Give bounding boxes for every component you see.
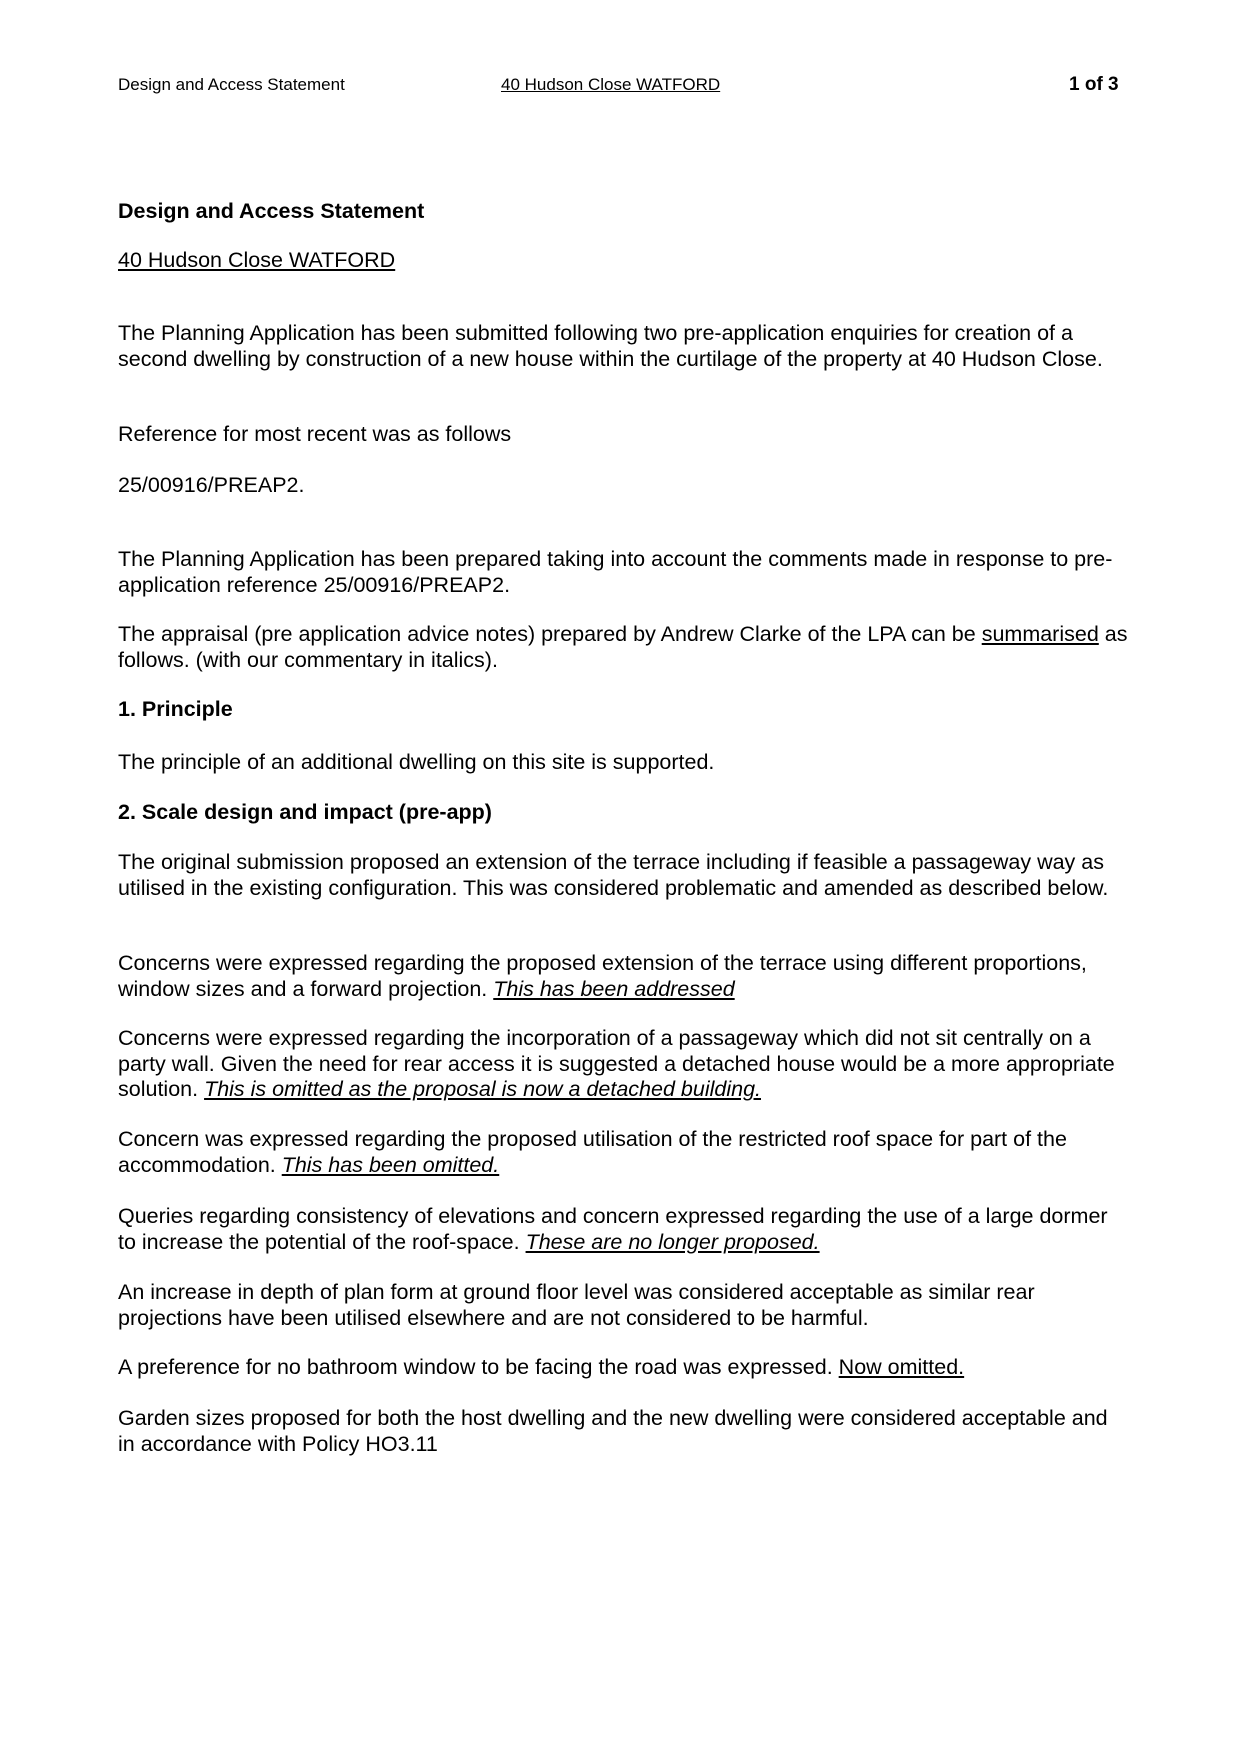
plan-depth-paragraph: An increase in depth of plan form at ground floor level was considered acceptable as similar rear projections have been utilised elsewhere and are not considered to be harmful. xyxy=(118,1280,1035,1330)
original-submission-paragraph: The original submission proposed an extension of the terrace including if feasible a passageway way as utilised in the existing configuration. This was considered problematic and amended as described below. xyxy=(118,850,1109,900)
passageway-concern-paragraph xyxy=(118,1026,1128,1103)
passageway-concern-text: Concerns were expressed regarding the incorporation of a passageway which did not sit centrally on a party wall. Given the need for rear access it is suggested a detached house would be a more appropriate solution. xyxy=(118,1026,1115,1101)
reference-lead: Reference for most recent was as follows xyxy=(118,422,512,446)
terrace-concern-paragraph xyxy=(118,951,1128,1002)
appraisal-paragraph xyxy=(118,622,1128,673)
roof-space-concern-paragraph xyxy=(118,1127,1128,1178)
terrace-concern-commentary: This has been addressed xyxy=(493,976,735,1001)
document-title: Design and Access Statement xyxy=(118,199,425,223)
appraisal-underlined-word: summarised xyxy=(981,622,1099,646)
intro-paragraph: The Planning Application has been submitted following two pre-application enquiries for creation of a second dwelling by construction of a new house within the curtilage of the property at 40 Hudson Close. xyxy=(118,321,1103,371)
roof-space-concern-text: Concern was expressed regarding the proposed utilisation of the restricted roof space for part of the accommodation. xyxy=(118,1127,1067,1177)
principle-paragraph: The principle of an additional dwelling on this site is supported. xyxy=(118,750,715,774)
bathroom-window-paragraph xyxy=(118,1355,1128,1381)
header-address: 40 Hudson Close WATFORD xyxy=(501,75,721,94)
document-address: 40 Hudson Close WATFORD xyxy=(118,248,396,272)
reference-number: 25/00916/PREAP2. xyxy=(118,473,305,497)
roof-space-concern-commentary: This has been omitted. xyxy=(281,1152,500,1177)
passageway-concern-commentary: This is omitted as the proposal is now a detached building. xyxy=(204,1077,761,1101)
header-document-title: Design and Access Statement xyxy=(118,75,345,94)
bathroom-window-text: A preference for no bathroom window to be facing the road was expressed. xyxy=(118,1355,839,1379)
prepared-paragraph: The Planning Application has been prepared taking into account the comments made in response to pre-application reference 25/00916/PREAP2. xyxy=(118,547,1113,597)
garden-sizes-paragraph: Garden sizes proposed for both the host dwelling and the new dwelling were considered acceptable and in accordance with Policy HO3.11 xyxy=(118,1406,1108,1456)
terrace-concern-text: Concerns were expressed regarding the proposed extension of the terrace using different proportions, window sizes and a forward projection. xyxy=(118,951,1087,1001)
dormer-concern-text: Queries regarding consistency of elevations and concern expressed regarding the use of a large dormer to increase the potential of the roof-space. xyxy=(118,1204,1108,1254)
appraisal-text-end: as follows. (with our commentary in italics). xyxy=(118,622,1128,672)
header-page-number: 1 of 3 xyxy=(1069,74,1119,95)
section-heading-scale-design: 2. Scale design and impact (pre-app) xyxy=(118,800,492,824)
dormer-concern-paragraph xyxy=(118,1204,1128,1255)
section-heading-principle: 1. Principle xyxy=(118,697,233,721)
bathroom-window-commentary: Now omitted. xyxy=(838,1355,965,1379)
dormer-concern-commentary: These are no longer proposed. xyxy=(525,1229,820,1254)
appraisal-text: The appraisal (pre application advice notes) prepared by Andrew Clarke of the LPA can be xyxy=(118,622,982,646)
